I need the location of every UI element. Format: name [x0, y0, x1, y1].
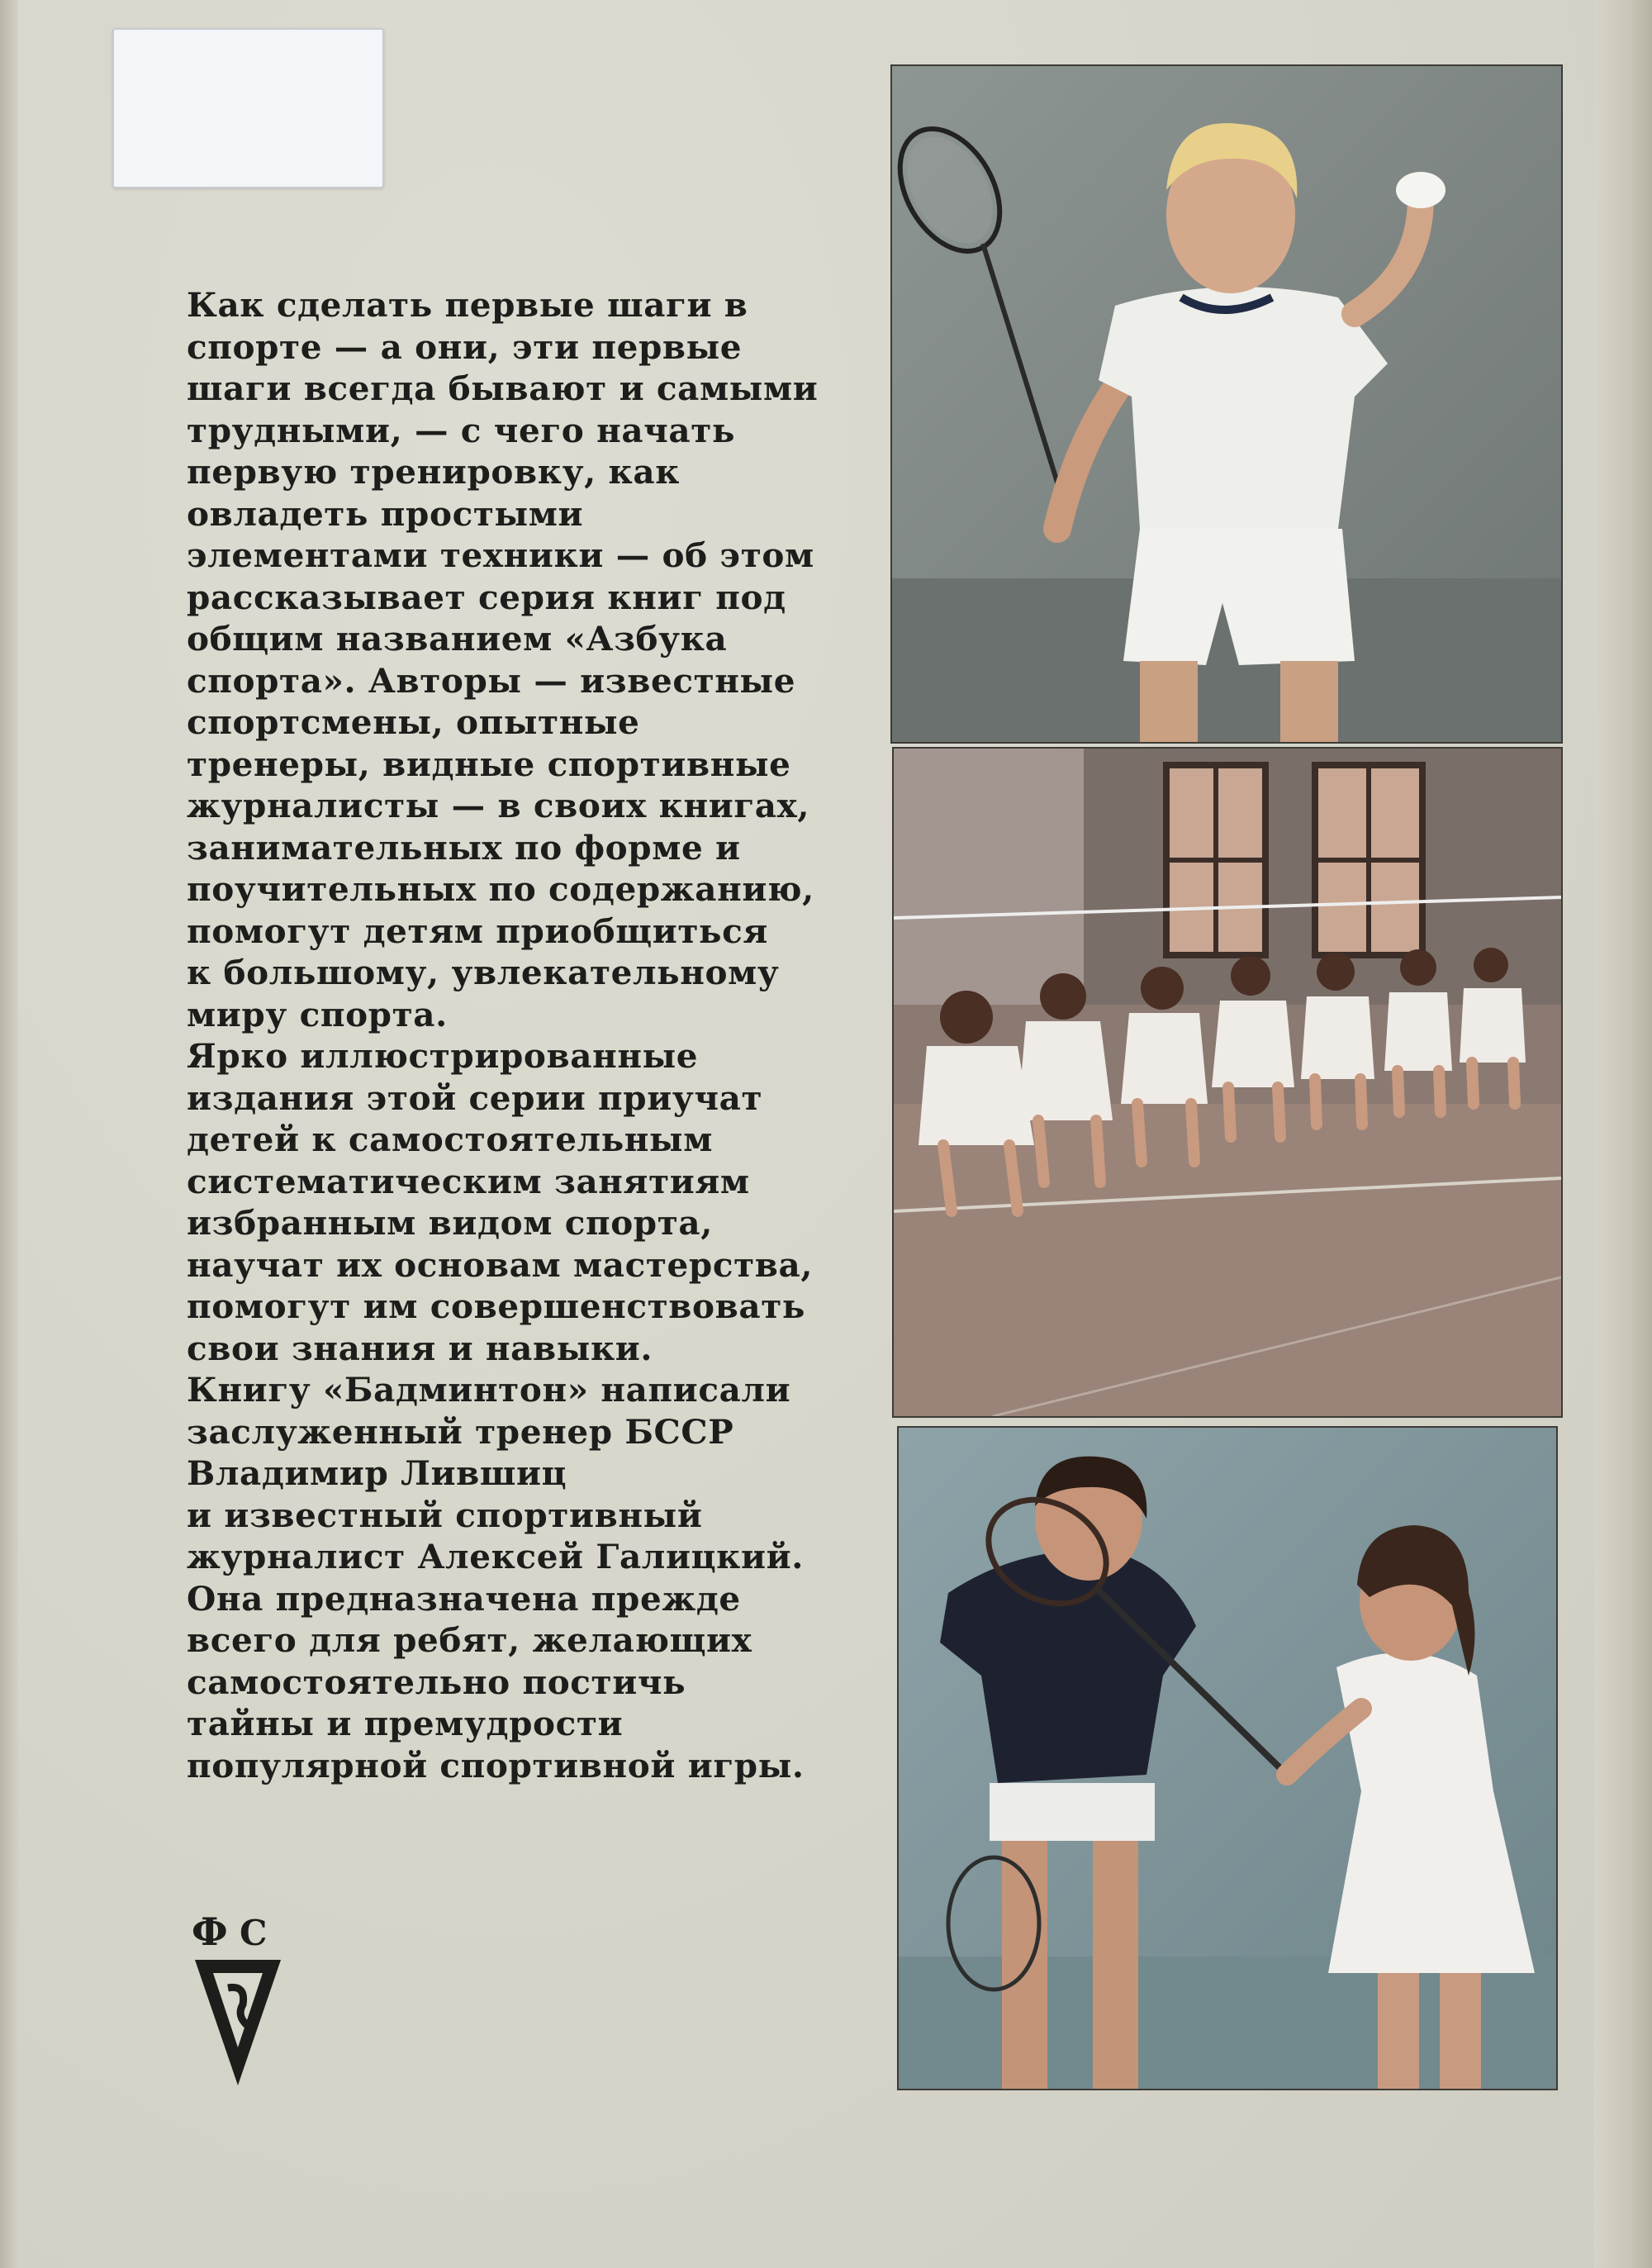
blurb-line: элементами техники — об этом [187, 535, 814, 575]
blurb-line: самостоятельно постичь [187, 1662, 686, 1702]
blurb-line: тайны и премудрости [187, 1704, 624, 1743]
blurb-text [187, 284, 847, 1786]
blurb-line: овладеть простыми [187, 493, 584, 534]
blurb-line: всего для ребят, желающих [187, 1620, 752, 1660]
boy-with-racket-and-shuttlecock-photo [892, 66, 1561, 742]
blurb-line: к большому, увлекательному [187, 953, 780, 992]
blurb-line: научат их основам мастерства, [187, 1244, 814, 1285]
blurb-line: поучительных по содержанию, [187, 869, 814, 909]
blurb-line: систематическим занятиям [187, 1161, 750, 1201]
cover-right-edge [1594, 0, 1652, 2268]
blurb-line: детей к самостоятельным [187, 1120, 714, 1159]
blurb-line: спорте — а они, эти первые [187, 326, 743, 367]
blurb-line: и известный спортивный [187, 1495, 703, 1535]
fis-publisher-logo-icon [188, 1902, 287, 2092]
blurb-line: трудными, — с чего начать [187, 410, 736, 450]
blurb-line: общим названием «Азбука [187, 619, 728, 659]
svg-text:Ф: Ф [192, 1909, 228, 1954]
blurb-line: помогут детям приобщиться [187, 911, 768, 951]
svg-text:С: С [240, 1913, 268, 1953]
blurb-line: свои знания и навыки. [187, 1328, 653, 1368]
blurb-line: тренеры, видные спортивные [187, 744, 791, 784]
blurb-line: журналист Алексей Галицкий. [187, 1537, 804, 1576]
blurb-line: шаги всегда бывают и самыми [187, 368, 819, 408]
blurb-line: помогут им совершенствовать [187, 1286, 806, 1326]
blurb-line: издания этой серии приучат [187, 1077, 763, 1118]
boy-teaching-girl-racket-grip-photo [899, 1428, 1556, 2089]
blurb-line: популярной спортивной игры. [187, 1745, 805, 1785]
cover-left-edge [0, 0, 18, 2268]
blurb-line: рассказывает серия книг под [187, 577, 786, 617]
blurb-line: избранным видом спорта, [187, 1203, 713, 1243]
blurb-line: заслуженный тренер БССР [187, 1411, 734, 1452]
blank-sticker-label [112, 28, 384, 188]
blurb-line: спортсмены, опытные [187, 702, 640, 742]
blurb-line: Владимир Лившиц [187, 1453, 567, 1493]
blurb-line: Как сделать первые шаги в [187, 285, 748, 325]
blurb-line: миру спорта. [187, 994, 448, 1034]
blurb-line: спорта». Авторы — известные [187, 660, 796, 701]
blurb-line: занимательных по форме и [187, 827, 741, 868]
blurb-line: Она предназначена прежде [187, 1578, 741, 1619]
children-training-in-gym-photo [894, 749, 1561, 1416]
blurb-line: Книгу «Бадминтон» написали [187, 1370, 791, 1410]
blurb-line: Ярко иллюстрированные [187, 1036, 699, 1076]
blurb-line: журналисты — в своих книгах, [187, 786, 810, 825]
blurb-line: первую тренировку, как [187, 452, 681, 492]
